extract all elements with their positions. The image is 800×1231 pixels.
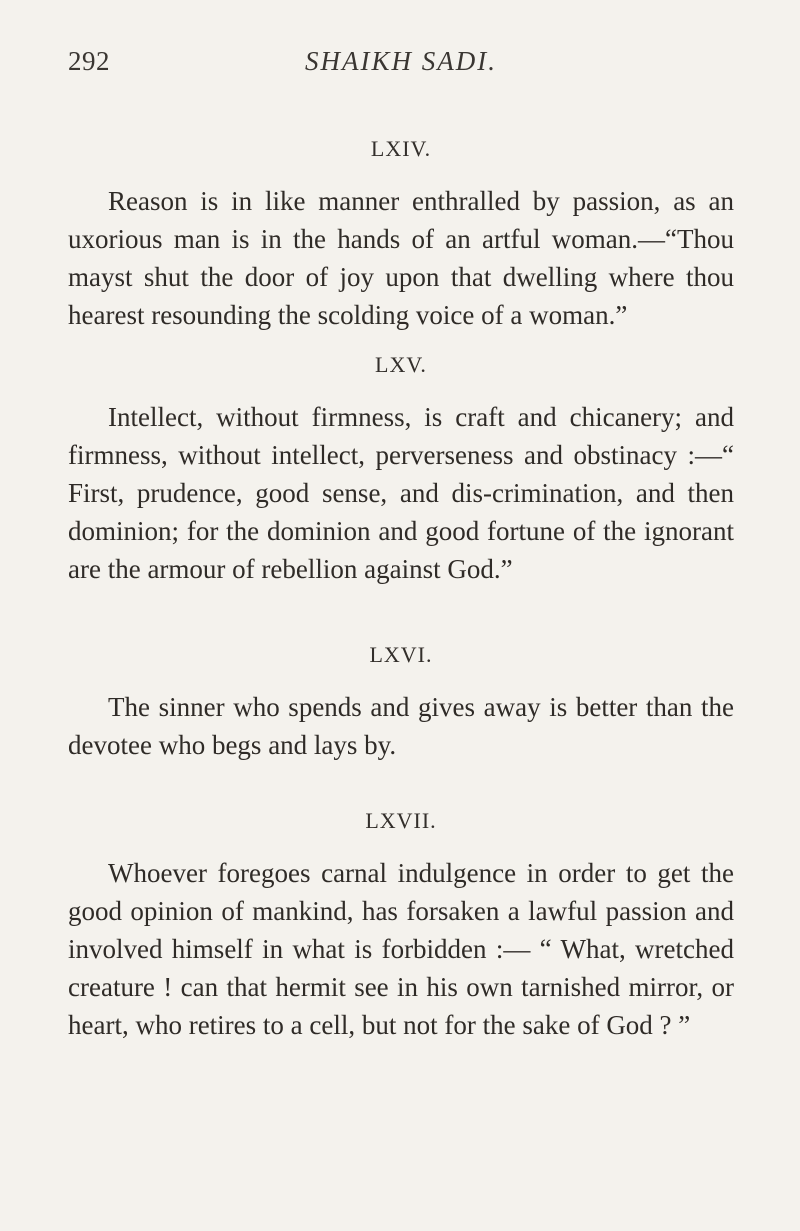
section-lxiv: [68, 136, 734, 334]
running-head: SHAIKH SADI.: [305, 46, 497, 76]
section-numeral: LXV.: [375, 352, 427, 377]
section-lxvii: [68, 808, 734, 1044]
section-paragraph: Intellect, without firmness, is craft and chicanery; and firmness, without intellect, perverseness and obstinacy :—“ First, prudence, good sense, and dis-crimination, and then dominion; for the dominion and good fortune of the ignorant are the armour of rebellion against God.”: [68, 402, 734, 584]
section-numeral: LXVII.: [365, 808, 437, 833]
section-paragraph: Reason is in like manner enthralled by passion, as an uxorious man is in the hands of an artful woman.—“Thou mayst shut the door of joy upon that dwelling where thou hearest resounding the scolding voice of a woman.”: [68, 186, 734, 330]
section-numeral: LXIV.: [370, 136, 432, 161]
section-paragraph: The sinner who spends and gives away is better than the devotee who begs and lays by.: [68, 692, 734, 760]
section-paragraph: Whoever foregoes carnal indulgence in order to get the good opinion of mankind, has forsaken a lawful passion and involved himself in what is forbidden :— “ What, wretched creature ! can that hermit see in his own tarnished mirror, or heart, who retires to a cell, but not for the sake of God ? ”: [68, 858, 734, 1040]
section-lxvi: [68, 642, 734, 764]
page-number: 292: [68, 46, 110, 76]
section-numeral: LXVI.: [369, 642, 433, 667]
page-header: [68, 46, 734, 86]
section-lxv: [68, 352, 734, 588]
